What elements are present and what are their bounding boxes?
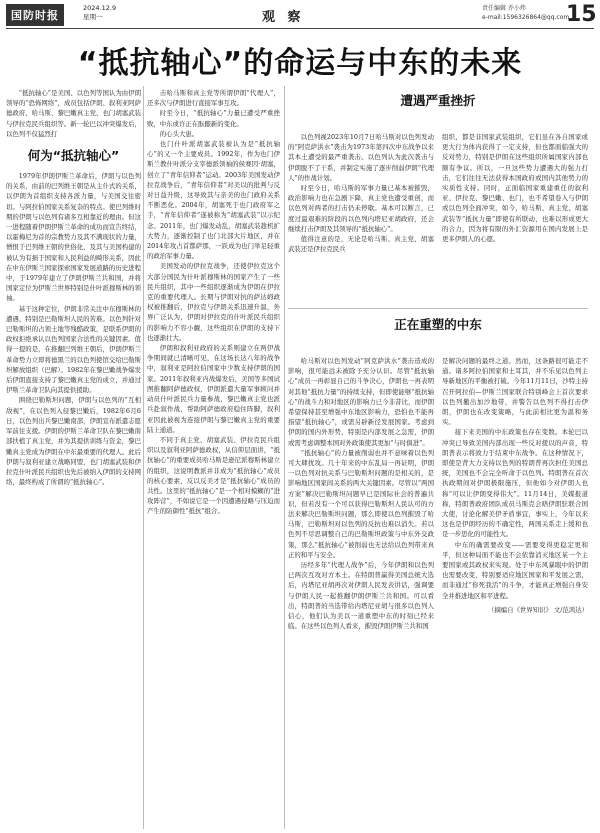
article-column-4b: [442, 356, 588, 830]
section-title: 观 察: [262, 10, 305, 25]
issue-date: [83, 4, 116, 22]
article-column-1: [6, 88, 141, 830]
paragraph: 组织，都是非国家武装组织，它们虽在各自国家或更大行为体内获得了一定支持，但也都面临强大的反对势力，特别是伊朗在这些组织所属国家内部也颇有争议。所以，一旦这些势力遭遇大的强力打击，它们往往无法获得本国政府或国内其他势力的实质性支持。同时，正面临国家重建重任的叙利亚、伊拉克、黎巴嫩、也门，也不希望卷入与伊朗或以色列全面冲突，如今，哈马斯、真主党、胡塞武装等“抵抗力量”即使有所联动，也难以形成更大的合力，因为将有限的外汇资源用在国内发展上是更多伊朗人的心愿。: [442, 133, 588, 244]
paragraph: 1979年伊朗伊斯兰革命后，伊朗与以色列的关系，由前的巴列维王朝是从主仆式的关系，以伊朗为首组织支持各派力量，与美国交往密切。与阿拉伯国家关系复杂的特点。使巴列维时期的伊朗与以色列有诸多互相靠近的理由。但这一进程随着伊朗伊斯兰革命的成功而宣告终结，以霍梅尼为首的宗教势力及其不满现状的力量，憎恨于巴列维王朝的世俗化，及其与美国构建的被认为有损于国家和人民利益的畸形关系，因此在中东伊斯兰国家探索国家发展道路的历史进程中，于1979年建立了伊朗伊斯兰共和国，并将国家定位为伊斯兰世界特别是什叶派穆斯林的领袖。: [6, 172, 141, 303]
paragraph: 时至今日，哈马斯的军事力量已基本被摧毁，政治影响力也在急剧下降，真主党也遭受重创，而以色列对两者的打击仍未停歇。基本可以断言，已度过最艰难的阶段的以色列内塔尼亚胡政府，还会继续打击伊朗及其领导的“抵抗轴心”。: [288, 184, 434, 233]
editor-info: [482, 4, 569, 22]
paragraph: 哈马斯对以色列发动“阿克萨洪水”袭击造成的影响，很可能远未被除予充分认识。尽管“抵抗轴心”成员一再彰显自己的斗争决心，伊朗也一再表明对其他“抵抗力量”的持续支持，但即使能够“抵抗轴心”的战斗力和对地区的影响力已今非昔比，而伊朗希望保持甚至增强中东地区影响力，恐怕也不能再指望“抵抗轴心”，或需另辟新径发展国家。考虑到伊朗的国内外形势，特别是内部发展之急需，伊朗或需考虑调整本国对外政策使其更加“与时俱进”。: [288, 357, 434, 447]
masthead-divider: [6, 28, 594, 29]
source-credit: （摘编自《世界知识》 文/范鸿达）: [487, 605, 588, 614]
paragraph: 的心头大患。: [159, 129, 199, 138]
article-column-2: [147, 88, 280, 830]
paragraph: 基于这种定位，伊朗非常关注中东穆斯林的遭遇，特别是巴勒斯坦人民的苦难。以色列针对巴勒斯坦的占领土地等残酷政策，是联系伊朗的政权拒绝承认以色列国家合法性的关键因素。值得一提的是，在推翻巴列维王朝后，伊朗伊斯兰革命势力立即将德黑兰的以色列使馆交给巴勒斯坦解放组织（巴解）。1982年在黎巴嫩战争爆发后伊朗直接支持了黎巴嫩真主党的成立，并通过伊斯兰革命卫队向其提供援助。: [6, 304, 141, 395]
column-divider: [143, 86, 144, 829]
paragraph: 围绕巴勒斯坦问题，伊朗与以色列的“互相敌视”，在以色列入侵黎巴嫩后，1982年6月6日，以色列出兵黎巴嫩南部，伊朗宣布派遣志愿军前往支援。伊朗的伊斯兰革命卫队在黎巴嫩南部扶植了真主党，并为其提供训练与资金，黎巴嫩真主党成为伊朗在中东最重要的代理人。此后伊朗与叙利亚建立战略同盟，也门胡塞武装和伊拉克什叶派民兵组织也先后被纳入伊朗的支持网络，最终构成了所谓的“抵抗轴心”。: [6, 396, 141, 487]
paragraph: 时至今日，“抵抗轴心”力量已遭受严重挫败，中东或许正在酝酿新的变化。: [147, 109, 280, 128]
column-divider: [284, 86, 285, 829]
paragraph: 也门什叶派胡塞武装被认为是“抵抗轴心”的又一个主要成员。1992年，作为也门伊斯兰教什叶派分支宰德派领袖的侯赛因·胡塞，创立了“青年信仰者”运动。2003年美国发动伊拉克战争后，“青年信仰者”对美以的批判与反对日益升级，这导致其与亲美的也门政府关系不断恶化。2004年，胡塞死于也门政府军之手，“青年信仰者”遂被称为“胡塞武装”以示纪念。2011年，也门爆发动乱，胡塞武装趁机扩大势力，逐渐控制了也门北部大片地区，并在2014年攻占首都萨那，一跃成为也门举足轻重的政治军事力量。: [147, 140, 280, 261]
paragraph: 伊朗和叙利亚政府的关系则建立在两伊战争期间就已清晰可见，在这场长达八年的战争中，叙利亚是阿拉伯国家中少数支持伊朗的国家。2011年叙利亚内战爆发后，美国等多国试图推翻阿萨德政权，伊朗派遣大量军事顾问并动员什叶派民兵力量参战，黎巴嫩真主党也派兵赴叙作战，帮助阿萨德政府稳住阵脚，叙利亚因此被视为连接伊朗与黎巴嫩真主党的重要陆上通道。: [147, 344, 280, 434]
paragraph: 不同于真主党、胡塞武装、伊拉克民兵组织以及叙利亚阿萨德政权，从信仰层面讲，“抵抗轴心”的重要成员哈马斯是逊尼派穆斯林建立的组织，这说明教派并非成为“抵抗轴心”成员的核心要素，反以反美才是“抵抗轴心”成员的共性。这里的“抵抗轴心”是一个相对模糊的“进攻阵营”，不如说它是一个因遭遇侵略与压迫而产生的防御性“抵抗”组合。: [147, 435, 280, 516]
section-divider: [288, 308, 588, 309]
editor-email: e-mail:1596326864@qq.com: [482, 14, 570, 21]
article-column-3a: [288, 132, 434, 302]
masthead: [0, 0, 600, 34]
date-line: 2024.12.9: [83, 4, 117, 12]
paragraph: 是解决问题的最终之道。然而，这条路很可能走不通。诸多阿拉伯国家和土耳其，并不乐见以色列主导新地区的平衡被打破。今年11月11日，沙特主持召开阿拉伯—伊斯兰国家联合特别峰会上首次要求以色列撤出加沙地带，并警告以色列不得打击伊朗，伊朗也在改变策略，与此前相比更为温和务实。: [442, 357, 588, 427]
page-number: 15: [566, 2, 597, 27]
paragraph: 历经多年“代理人战争”后，今年伊朗和以色列已两次互攻对方本土。在特朗普赢得美国总统大选后，内塔尼亚胡再次对伊朗人民发表讲话，强调要与伊朗人民一起推翻伊朗伊斯兰共和国。可以看出，特朗普的当选带给内塔尼亚胡与很多以色列人信心，他们认为美以一道重塑中东的时刻已经来临。在这些以色列人看来，摧毁伊朗伊斯兰共和国: [288, 561, 434, 631]
paragraph: “抵抗轴心”是美国、以色列等国认为由伊朗领导的“恐怖网络”，成员包括伊朗、叙利亚阿萨德政府、哈马斯、黎巴嫩真主党、也门胡塞武装与伊拉克民兵组织等。新一轮巴以冲突爆发后，以色列不仅猛烈打: [6, 89, 141, 138]
subheading-setback: 遭遇严重挫折: [400, 93, 476, 108]
headline: “抵抗轴心”的命运与中东的未来: [77, 46, 523, 81]
subheading-reshaping-middle-east: 正在重塑的中东: [394, 317, 482, 332]
paragraph: 接下来美国的中东政策也存在变数。本轮巴以冲突已导致美国内部出现一些反对援以的声音，特朗普表示将致力于结束中东战争。在这种情况下，即使是背大力支持以色列的特朗普再次担任美国总统，美国也不会完全听命于以色列。特朗普在首次执政期间对伊朗极限施压，但他如今对伊朗人也称“可以让伊朗变得伟大”。11月14日，美媒报道称，特朗普政府团队成员马斯克会晤伊朗驻联合国大使，讨论化解美伊矛盾事宜，事实上，今年以来这也是伊朗经历的不确定性，两国关系走上缓和也是一步思化的可能性大。: [442, 428, 588, 539]
paragraph: 美国发动的伊拉克战争，还使伊拉克这个大部分国民为什叶派穆斯林的国家产生了一些民兵组织，其中一些组织逐渐成为伊朗在伊拉克的重要代理人。长期与伊朗对抗的萨达姆政权被推翻后，伊拉克与伊朗关系迅速升温，外界广泛认为，伊朗对伊拉克的什叶派民兵组织的影响力不容小觑，这些组织在伊朗的支持下也逐渐壮大。: [147, 262, 280, 342]
paragraph: 值得注意的是，无论是哈马斯、真主党、胡塞武装还是伊拉克民兵: [288, 235, 434, 254]
newspaper-logo: 国防时报: [6, 4, 64, 26]
subheading-axis-definition: 何为“抵抗轴心”: [27, 148, 120, 164]
paragraph: 中东的确需要改变——需要变得更稳定更和平，但这种局面不能也不会依靠消灭地区某一个主要国家或其政权来实现。处于中东风暴眼中的伊朗也需要改变，特别要适应地区国家和平发展之需，而非通过“你死我活”的斗争，才能真正增强自身安全并推进地区和平进程。: [442, 540, 588, 600]
weekday-line: 星期一: [83, 13, 103, 21]
article-column-3b: [442, 132, 588, 302]
paragraph: 以色列视2023年10月7日哈马斯对以色列发动的“阿克萨洪水”袭击为1973年第四次中东战争以来其本土遭受的最严重袭击。以色列认为此次袭击与伊朗脱不了干系，并制定实施了逐步削弱伊朗“代理人”的作战计划。: [288, 133, 434, 182]
editor-name: 责任编辑 乔小炜: [482, 5, 526, 12]
paragraph: “抵抗轴心”的力量被削弱也并不意味着以色列可大肆扰攻。几十年来的中东乱局一再证明，伊朗一以色列对抗关系与巴勒斯坦问题的是相关的，是影响地区国家间关系的两大关键因素。尽管以“两国方案”解决巴勒斯坦问题早已是国际社会的普遍共识，但若没有一个可以获得巴勒斯坦人民认可的方法来解决巴勒斯坦问题，那么即使以色列摧毁了哈马斯，巴勒斯坦对以色列的反抗也难以消失。若以色列不尽思调整自己的巴勒斯坦政策与中东外交政策，那么“抵抗轴心”被削弱也无法给以色列带来真正的和平与安全。: [288, 448, 434, 559]
paragraph: 击哈马斯和真主党等所谓伊朗“代理人”，还多次与伊朗进行直接军事互攻。: [147, 89, 280, 108]
article-column-4a: [288, 356, 434, 830]
